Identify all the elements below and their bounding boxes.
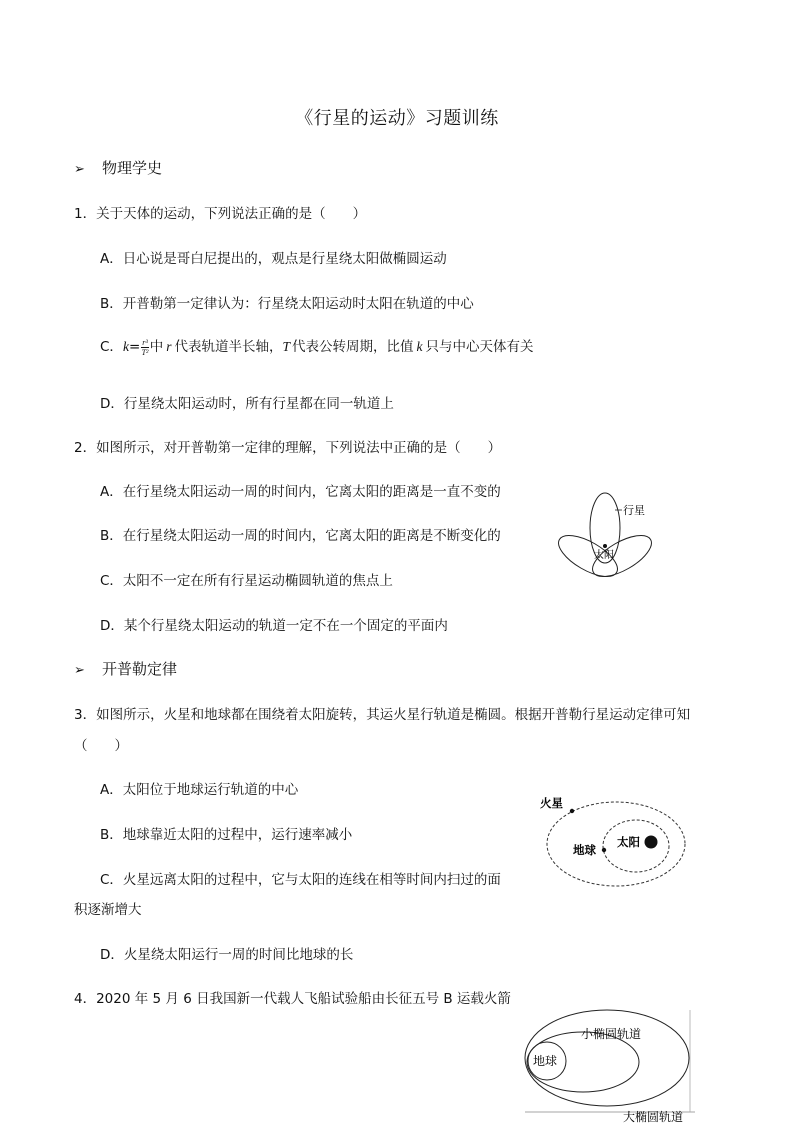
question-4-stem: 4．2020 年 5 月 6 日我国新一代载人飞船试验船由长征五号 B 运载火箭 [74, 991, 511, 1007]
question-1-option-b: B．开普勒第一定律认为：行星绕太阳运动时太阳在轨道的中心 [100, 296, 474, 312]
arrow-bullet-icon: ➢ [74, 162, 85, 177]
question-1-stem: 1．关于天体的运动，下列说法正确的是（ ） [74, 206, 367, 222]
section-label: 开普勒定律 [102, 660, 178, 678]
mars-orbit [547, 802, 685, 886]
mars-dot [570, 809, 574, 813]
question-2-option-b: B．在行星绕太阳运动一周的时间内，它离太阳的距离是不断变化的 [100, 528, 501, 544]
question-2-option-d: D．某个行星绕太阳运动的轨道一定不在一个固定的平面内 [100, 618, 448, 634]
page-title: 《行星的运动》习题训练 [295, 108, 499, 129]
question-3-stem-line-1: 3．如图所示，火星和地球都在围绕着太阳旋转，其运火星行轨道是椭圆。根据开普勒行星运动定律可知 [74, 707, 691, 723]
mars-label: 火星 [540, 796, 563, 810]
question-2-option-c: C．太阳不一定在所有行星运动椭圆轨道的焦点上 [100, 573, 393, 589]
question-1-option-c: C．k= $\frac{\text{r³}}{\text{T²}}$ 中 r 代表轨道半长轴，T 代表公转周期，比值 k 只与中心天体有关 [100, 337, 534, 357]
earth-label: 地球 [573, 843, 596, 857]
sun-label: 太阳 [594, 550, 614, 561]
fraction-r3-over-t2: $\frac{\text{r³}}{\text{T²}}$ [141, 337, 149, 357]
question-3-stem-line-2: （ ） [74, 738, 128, 754]
arrow-bullet-icon: ➢ [74, 663, 85, 678]
sun-dot [603, 544, 607, 548]
spacecraft-orbit-figure [515, 1008, 700, 1123]
section-label: 物理学史 [102, 159, 163, 177]
question-2-option-a: A．在行星绕太阳运动一周的时间内，它离太阳的距离是一直不变的 [100, 484, 501, 500]
planet-label: 行星 [623, 504, 645, 517]
planet-orbits-figure [555, 490, 665, 585]
question-1-option-d: D．行星绕太阳运动时，所有行星都在同一轨道上 [100, 396, 394, 412]
question-3-option-b: B．地球靠近太阳的过程中，运行速率减小 [100, 827, 353, 843]
section-heading-kepler [74, 658, 177, 679]
question-3-option-a: A．太阳位于地球运行轨道的中心 [100, 782, 299, 798]
large-orbit-label: 大椭圆轨道 [623, 1110, 684, 1123]
earth-label: 地球 [533, 1054, 558, 1068]
small-orbit-label: 小椭圆轨道 [581, 1027, 642, 1041]
question-3-option-c-line-1: C．火星远离太阳的过程中，它与太阳的连线在相等时间内扫过的面 [100, 872, 501, 888]
question-3-option-c-line-2: 积逐渐增大 [74, 902, 142, 918]
question-1-option-a: A．日心说是哥白尼提出的，观点是行星绕太阳做椭圆运动 [100, 251, 447, 267]
mars-earth-orbit-figure [532, 792, 692, 892]
earth-dot [602, 848, 606, 852]
k-variable: k [122, 339, 129, 354]
sun-label: 太阳 [617, 835, 640, 849]
question-2-stem: 2．如图所示，对开普勒第一定律的理解，下列说法中正确的是（ ） [74, 440, 502, 456]
question-3-option-d: D．火星绕太阳运行一周的时间比地球的长 [100, 947, 354, 963]
sun-disc [645, 836, 658, 849]
section-heading-history [74, 157, 162, 178]
